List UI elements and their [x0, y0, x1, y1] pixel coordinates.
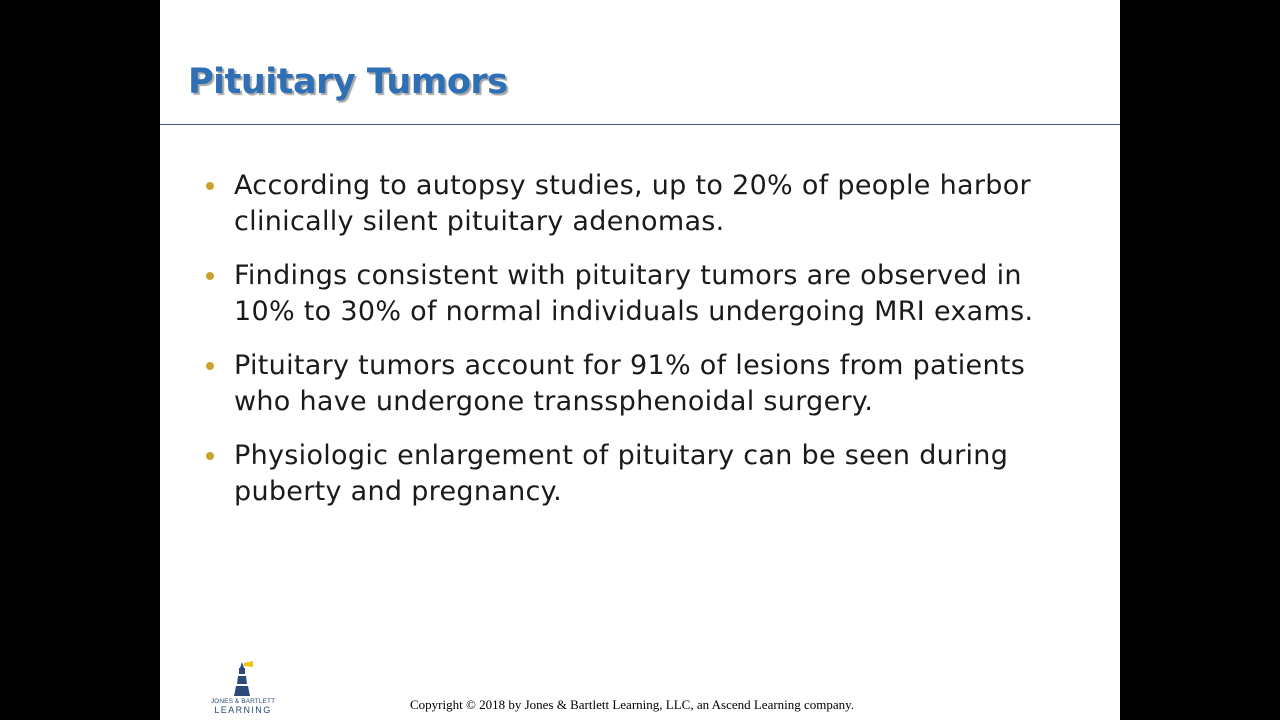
- logo-text-line1: JONES & BARTLETT: [210, 698, 276, 705]
- bullet-text: Pituitary tumors account for 91% of lesions from patients who have undergone transsphenoidal surgery.: [234, 350, 1026, 417]
- bullet-text: According to autopsy studies, up to 20% of people harbor clinically silent pituitary adenomas.: [234, 170, 1031, 237]
- slide-title: Pituitary Tumors: [188, 62, 508, 102]
- logo-text-line2: LEARNING: [214, 705, 272, 715]
- bullet-item: [206, 258, 1086, 329]
- bullet-text: Physiologic enlargement of pituitary can be seen during puberty and pregnancy.: [234, 440, 1009, 507]
- bullet-dot-icon: [206, 452, 214, 460]
- bullet-text: Findings consistent with pituitary tumors are observed in 10% to 30% of normal individuals undergoing MRI exams.: [234, 260, 1034, 327]
- title-divider: [160, 124, 1120, 125]
- bullet-dot-icon: [206, 362, 214, 370]
- bullet-list: [206, 168, 1086, 528]
- bullet-item: [206, 438, 1086, 509]
- bullet-dot-icon: [206, 182, 214, 190]
- publisher-logo: [208, 660, 278, 716]
- bullet-item: [206, 168, 1086, 239]
- bullet-dot-icon: [206, 272, 214, 280]
- lighthouse-icon: [231, 660, 255, 698]
- slide: [160, 0, 1120, 720]
- copyright-text: Copyright © 2018 by Jones & Bartlett Learning, LLC, an Ascend Learning company.: [410, 697, 855, 712]
- bullet-item: [206, 348, 1086, 419]
